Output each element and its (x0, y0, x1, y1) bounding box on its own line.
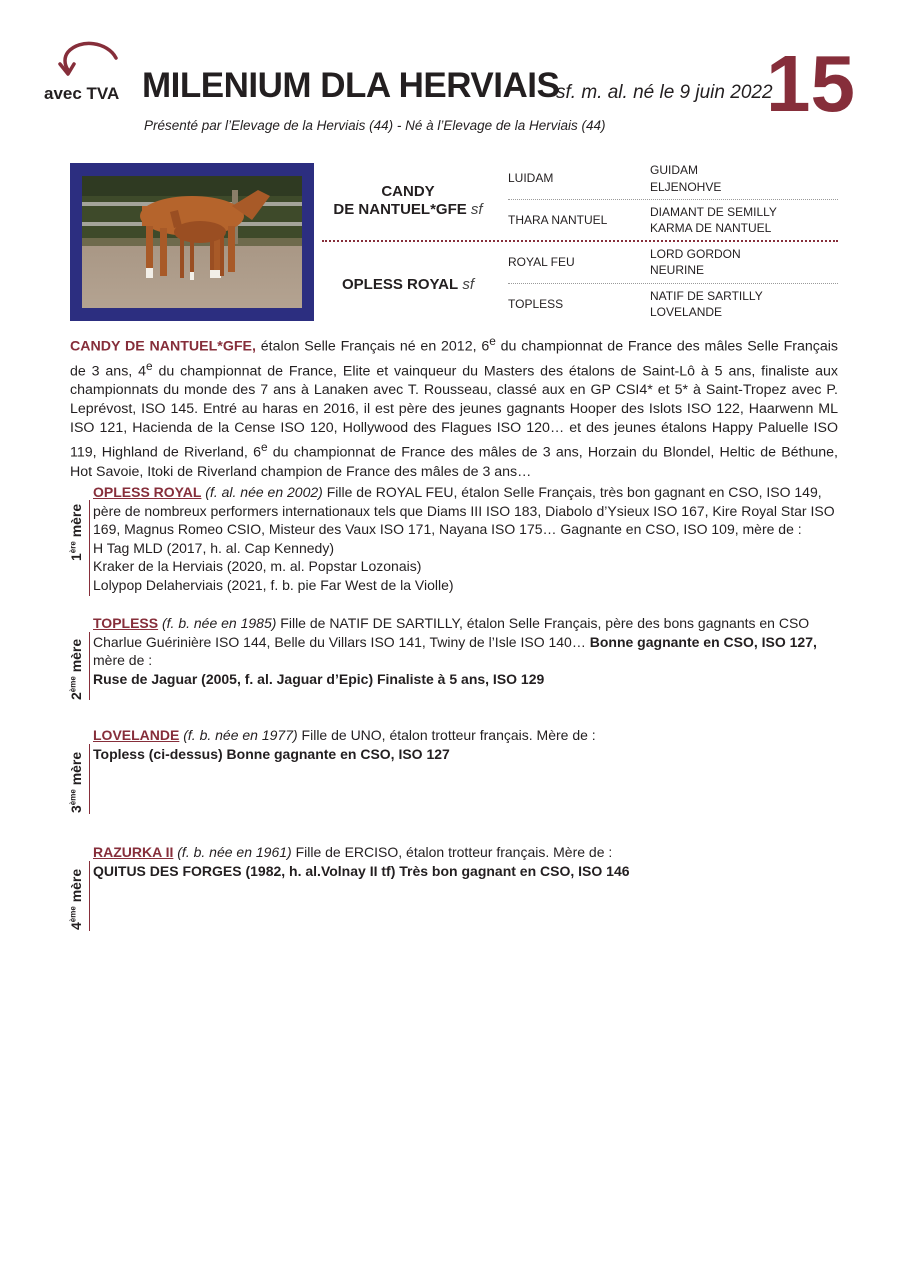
dam-3-label: 3ème mère (68, 751, 84, 813)
dam-3-details: (f. b. née en 1977) (183, 727, 298, 743)
mare-and-foal-photo (82, 176, 302, 308)
dam-4-bar (89, 861, 90, 931)
pedigree-divider (508, 199, 838, 200)
dam-3-text: Fille de UNO, étalon trotteur français. Mère de : (297, 727, 596, 743)
pedigree-gg-7: NATIF DE SARTILLY (650, 289, 763, 303)
dam-4-produce: QUITUS DES FORGES (1982, h. al.Volnay II tf) Très bon gagnant en CSO, ISO 146 (93, 862, 630, 879)
dam-4-name: RAZURKA II (93, 844, 174, 860)
pedigree-dam-dam: TOPLESS (508, 297, 564, 311)
pedigree-divider (508, 283, 838, 284)
dam-name: OPLESS ROYAL (342, 276, 459, 293)
dam-1-text: Fille de ROYAL FEU, étalon Selle Français, très bon gagnant en CSO, ISO 149, père de nombreux performers internationaux tels que Diams III ISO 183, Diabolo d’Ysieux ISO 167, Kire Royal Star ISO 169, Magnus Romeo CSIO, Misteur des Vaux ISO 171, Nayana ISO 175… Gagnante en CSO, ISO 109, mère de : (93, 484, 835, 538)
pedigree-gg-8: LOVELANDE (650, 305, 723, 319)
pedigree-gg-3: DIAMANT DE SEMILLY (650, 205, 777, 219)
pedigree-sire (322, 183, 494, 219)
dam-4-block (93, 843, 838, 880)
pedigree-dam (322, 276, 494, 293)
horse-details: sf. m. al. né le 9 juin 2022 (556, 82, 773, 103)
dam-4-text: Fille de ERCISO, étalon trotteur français. Mère de : (291, 844, 613, 860)
pedigree-gg-1: GUIDAM (650, 163, 698, 177)
sire-description-name: CANDY DE NANTUEL*GFE, (70, 338, 256, 355)
dam-2-bar (89, 632, 90, 700)
dam-2-block (93, 614, 838, 688)
dam-2-tail: mère de : (93, 652, 153, 669)
sire-studbook: sf (470, 201, 483, 218)
dam-3-bar (89, 744, 90, 814)
sire-name-line2: DE NANTUEL*GFE (333, 201, 467, 218)
dam-3-produce: Topless (ci-dessus) Bonne gagnante en CSO, ISO 127 (93, 745, 450, 762)
pedigree-sire-sire: LUIDAM (508, 171, 554, 185)
pedigree-gg-5: LORD GORDON (650, 247, 741, 261)
sire-description: CANDY DE NANTUEL*GFE, étalon Selle Français né en 2012, 6e du championnat de France des mâles Selle Français de 3 ans, 4e du championnat de France, Elite et vainqueur du Masters des étalons de Saint-Lô à 5 ans, finaliste aux championnats du monde des 7 ans à Lanaken avec T. Rousseau, classé aux en GP CSI4* et 5* à Saint-Tropez avec P. Leprévost, ISO 145. Entré au haras en 2016, il est père des jeunes gagnants Hooper des Islots ISO 122, Haarwenn ML ISO 121, Hacienda de la Cense ISO 120, Hollywood des Flagues ISO 120… et des jeunes étalons Happy Paluelle ISO 119, Highland de Riverland, 6e du championnat de France des mâles de 3 ans, Horzain du Blondel, Heltic de Béthune, Hot Savoie, Itoki de Riverland champion de France des mâles de 3 ans… (70, 334, 838, 480)
pedigree-sire-dam: THARA NANTUEL (508, 213, 608, 227)
pedigree-gg-4: KARMA DE NANTUEL (650, 221, 772, 235)
presented-by: Présenté par l’Elevage de la Herviais (44) - Né à l’Elevage de la Herviais (44) (144, 118, 606, 133)
dam-3-block (93, 726, 838, 763)
dam-1-produce-2: Kraker de la Herviais (2020, m. al. Popstar Lozonais) (93, 558, 422, 575)
dam-2-label: 2ème mère (68, 638, 84, 700)
pedigree-gg-2: ELJENOHVE (650, 180, 722, 194)
dam-4-details: (f. b. née en 1961) (177, 844, 292, 860)
dam-1-details: (f. al. née en 2002) (205, 484, 323, 500)
pedigree-dam-sire: ROYAL FEU (508, 255, 575, 269)
dam-1-block (93, 483, 838, 595)
pedigree-divider-main (322, 240, 838, 242)
dam-2-produce: Ruse de Jaguar (2005, f. al. Jaguar d’Epic) Finaliste à 5 ans, ISO 129 (93, 670, 545, 687)
dam-3-name: LOVELANDE (93, 727, 180, 743)
tva-label: avec TVA (44, 84, 120, 103)
dam-2-performance: Bonne gagnante en CSO, ISO 127, (589, 633, 817, 650)
dam-2-name: TOPLESS (93, 615, 159, 631)
dam-1-produce-3: Lolypop Delaherviais (2021, f. b. pie Far West de la Violle) (93, 576, 454, 593)
dam-1-name: OPLESS ROYAL (93, 484, 202, 500)
sire-name-line1: CANDY (381, 183, 435, 200)
dam-4-label: 4ème mère (68, 868, 84, 930)
dam-2-details: (f. b. née en 1985) (161, 615, 277, 631)
horse-name-title: MILENIUM DLA HERVIAIS (142, 66, 560, 105)
dam-1-label: 1ère mère (68, 503, 84, 561)
dam-2-text: Fille de NATIF DE SARTILLY, étalon Selle Français, père des bons gagnants en CSO Charlue Guérinière ISO 144, Belle du Villars ISO 141, Twiny de l’Isle ISO 140… (93, 615, 810, 650)
lot-number: 15 (766, 39, 855, 128)
dam-studbook: sf (462, 276, 474, 293)
pedigree-gg-6: NEURINE (650, 263, 705, 277)
dam-1-produce-1: H Tag MLD (2017, h. al. Cap Kennedy) (93, 539, 334, 556)
dam-1-bar (89, 500, 90, 596)
curved-arrow-icon (56, 38, 122, 82)
